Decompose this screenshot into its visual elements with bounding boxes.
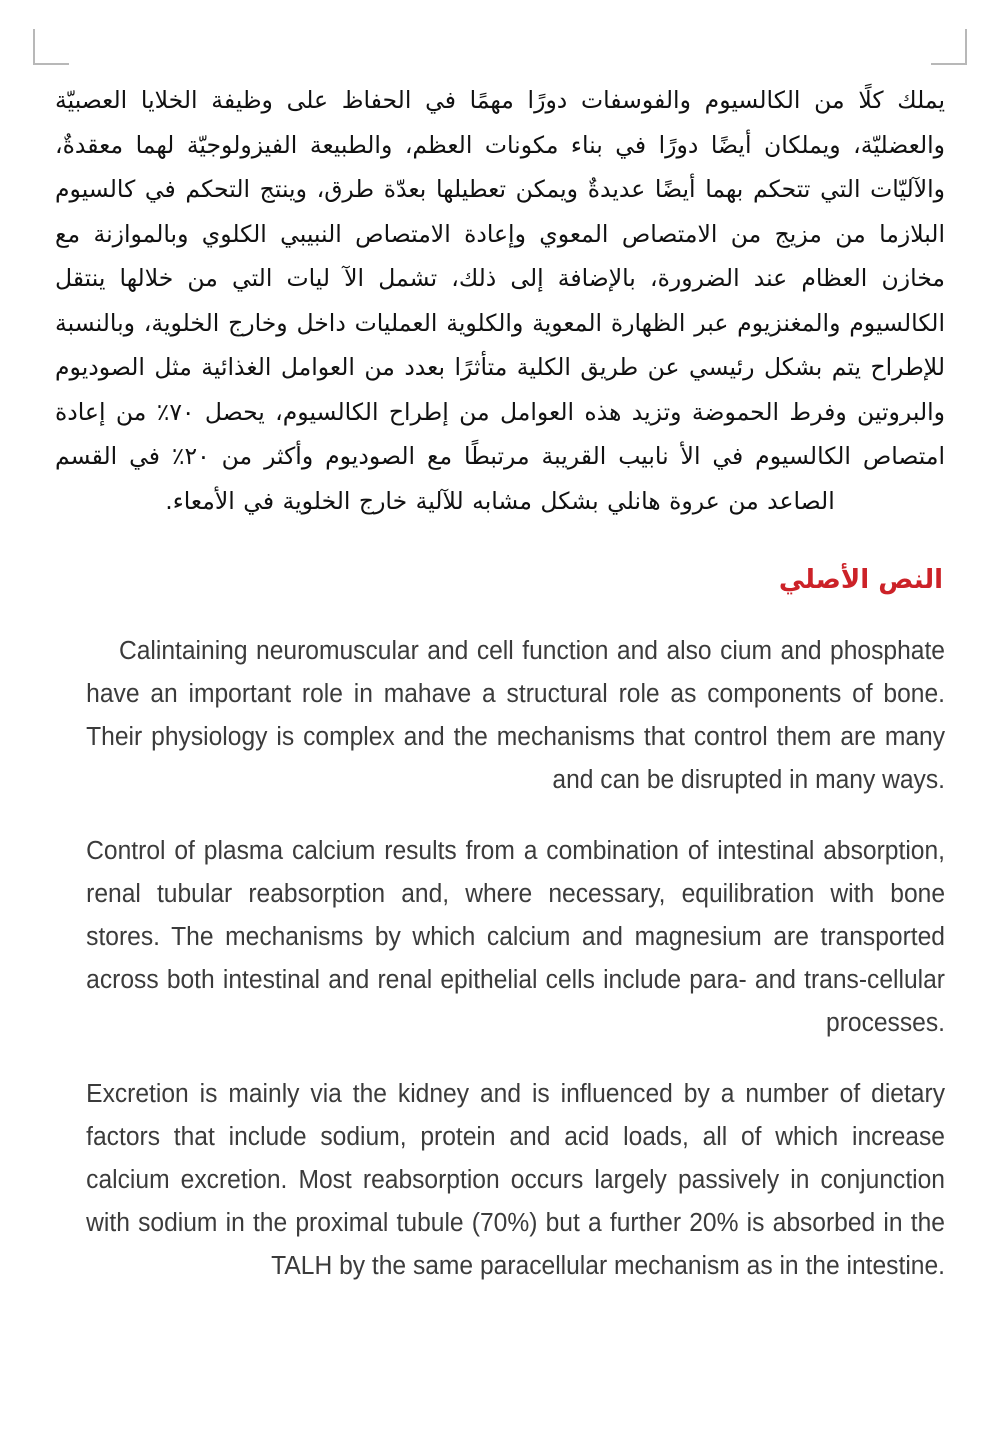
crop-mark-top-left-icon — [33, 29, 69, 65]
english-paragraph-2: Control of plasma calcium results from a combination of intestinal absorption, renal tubular reabsorption and, where necessary, equilibration with bone stores. The mechanisms by which calcium and magnesium are transported across both intestinal and renal epithelial cells include para- and trans-cellular processes. — [86, 837, 945, 1037]
english-text-block — [55, 630, 945, 1288]
page-content — [55, 78, 945, 1288]
crop-mark-top-right-icon — [931, 29, 967, 65]
english-paragraph-1: Calintaining neuromuscular and cell function and also cium and phosphate have an important role in mahave a structural role as components of bone. Their physiology is complex and the mechanisms that control them are many and can be disrupted in many ways. — [86, 637, 945, 794]
section-heading-original-text: النص الأصلي — [778, 565, 943, 595]
english-paragraph-3: Excretion is mainly via the kidney and is influenced by a number of dietary factors that include sodium, protein and acid loads, all of which increase calcium excretion. Most reabsorption occurs largely passively in conjunction with sodium in the proximal tubule (70%) but a further 20% is absorbed in the TALH by the same paracellular mechanism as in the intestine. — [86, 1080, 945, 1280]
arabic-body-paragraph: يملك كلًا من الكالسيوم والفوسفات دورًا مهمًا في الحفاظ على وظيفة الخلايا العصبيّة والعضليّة، ويملكان أيضًا دورًا في بناء مكونات العظم، والطبيعة الفيزولوجيّة لهما معقدةٌ، والآليّات التي تتحكم بهما أيضًا عديدةٌ ويمكن تعطيلها بعدّة طرق، وينتج التحكم في كالسيوم البلازما من مزيج من الامتصاص المعوي وإعادة الامتصاص النبيبي الكلوي وبالموازنة مع مخازن العظام عند الضرورة، بالإضافة إلى ذلك، تشمل الآ ليات التي من خلالها ينتقل الكالسيوم والمغنزيوم عبر الظهارة المعوية والكلوية العمليات داخل وخارج الخلوية، وبالنسبة للإطراح يتم بشكل رئيسي عن طريق الكلية متأثرًا بعدد من العوامل الغذائية مثل الصوديوم والبروتين وفرط الحموضة وتزيد هذه العوامل من إطراح الكالسيوم، يحصل ٧٠٪ من إعادة امتصاص الكالسيوم في الأ نابيب القريبة مرتبطًا مع الصوديوم وأكثر من ٢٠٪ في القسم الصاعد من عروة هانلي بشكل مشابه للآلية خارج الخلوية في الأمعاء. — [55, 86, 945, 515]
